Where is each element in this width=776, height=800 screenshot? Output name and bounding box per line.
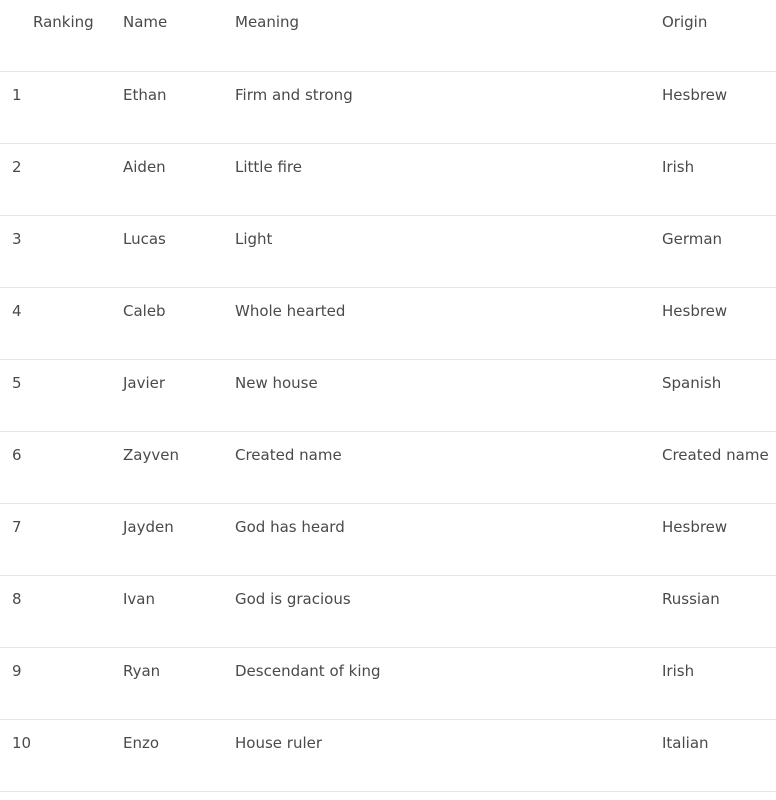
cell-meaning: House ruler (235, 734, 323, 752)
cell-name: Caleb (123, 302, 166, 320)
cell-ranking: 9 (12, 662, 22, 680)
cell-origin: Hesbrew (662, 302, 728, 320)
cell-origin: Italian (662, 734, 709, 752)
cell-name: Aiden (123, 158, 166, 176)
cell-name: Lucas (123, 230, 166, 248)
header-meaning: Meaning (235, 13, 300, 31)
cell-origin: Irish (662, 662, 695, 680)
table-row (0, 144, 776, 216)
cell-origin: German (662, 230, 723, 248)
cell-name: Zayven (123, 446, 179, 464)
cell-meaning: Little fire (235, 158, 302, 176)
table-row (0, 720, 776, 792)
cell-name: Ivan (123, 590, 155, 608)
cell-ranking: 3 (12, 230, 22, 248)
table-row (0, 576, 776, 648)
header-origin: Origin (662, 13, 708, 31)
cell-meaning: Light (235, 230, 273, 248)
table-header-row (0, 0, 776, 72)
table-row (0, 648, 776, 720)
cell-origin: Hesbrew (662, 518, 728, 536)
cell-name: Javier (123, 374, 166, 392)
cell-origin: Hesbrew (662, 86, 728, 104)
cell-ranking: 4 (12, 302, 22, 320)
cell-ranking: 10 (12, 734, 32, 752)
cell-meaning: New house (235, 374, 318, 392)
cell-ranking: 6 (12, 446, 22, 464)
cell-origin: Created name (662, 446, 769, 464)
table-row (0, 72, 776, 144)
cell-meaning: God is gracious (235, 590, 351, 608)
cell-name: Enzo (123, 734, 160, 752)
cell-ranking: 5 (12, 374, 22, 392)
cell-name: Ryan (123, 662, 161, 680)
table-row (0, 504, 776, 576)
cell-ranking: 1 (12, 86, 22, 104)
cell-meaning: Whole hearted (235, 302, 346, 320)
cell-meaning: Firm and strong (235, 86, 353, 104)
cell-meaning: God has heard (235, 518, 345, 536)
table-row (0, 288, 776, 360)
table-row (0, 360, 776, 432)
cell-ranking: 7 (12, 518, 22, 536)
table-row (0, 432, 776, 504)
cell-meaning: Created name (235, 446, 342, 464)
cell-ranking: 8 (12, 590, 22, 608)
header-ranking: Ranking (33, 13, 94, 31)
header-name: Name (123, 13, 168, 31)
cell-origin: Spanish (662, 374, 722, 392)
cell-meaning: Descendant of king (235, 662, 381, 680)
cell-origin: Russian (662, 590, 720, 608)
cell-ranking: 2 (12, 158, 22, 176)
table-row (0, 216, 776, 288)
cell-origin: Irish (662, 158, 695, 176)
cell-name: Jayden (123, 518, 174, 536)
cell-name: Ethan (123, 86, 167, 104)
